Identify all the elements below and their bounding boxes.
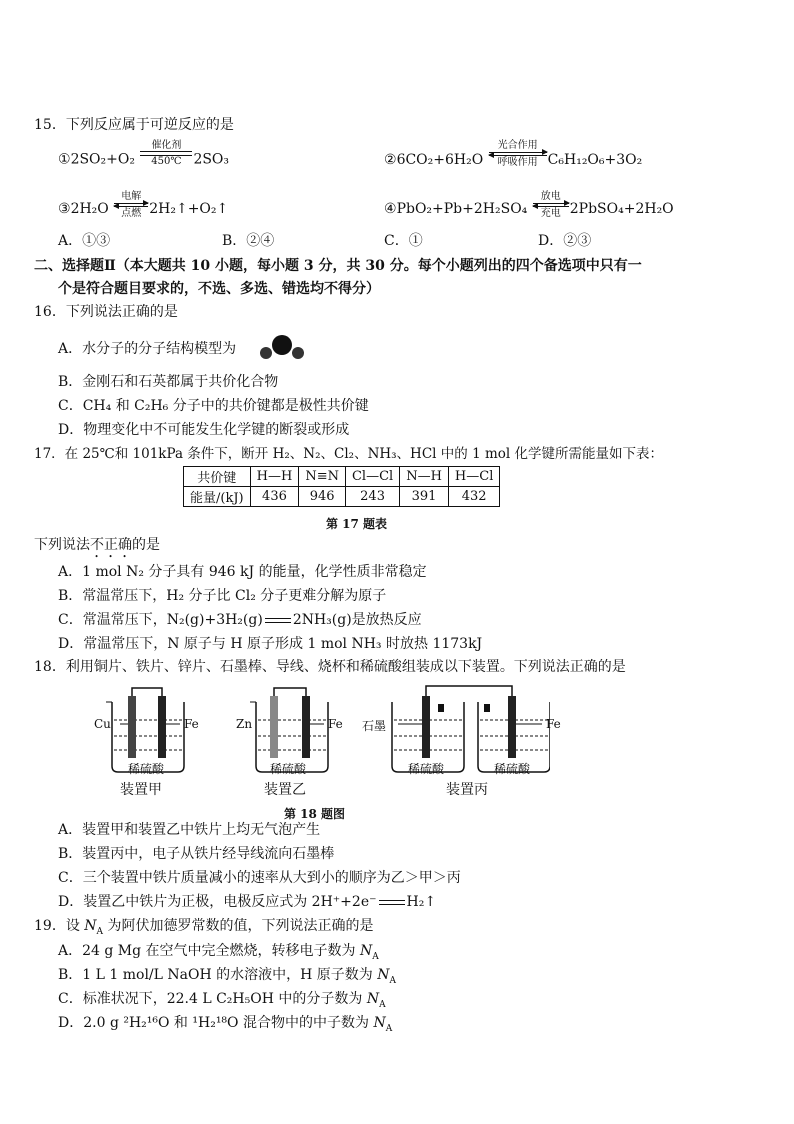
- avogadro-symbol: N: [84, 918, 97, 934]
- r2-right: C₆H₁₂O₆+3O₂: [547, 152, 643, 168]
- table-header-cell: 共价键: [184, 467, 251, 487]
- q17-prompt-pre: 下列说法: [34, 537, 90, 553]
- r4-left: PbO₂+Pb+2H₂SO₄: [396, 201, 528, 217]
- q17-prompt-post: 的是: [132, 537, 160, 553]
- label-fe-jia: Fe: [184, 717, 199, 731]
- q15-reaction-1: [58, 140, 230, 173]
- q17-option-a: A．1 mol N₂ 分子具有 946 kJ 的能量，化学性质非常稳定: [58, 564, 427, 580]
- table-cell: 946: [299, 487, 346, 507]
- q17-option-c-pre: C．常温常压下，N₂(g)+3H₂(g): [58, 612, 263, 628]
- q19-stem-post: 为阿伏加德罗常数的值，下列说法正确的是: [103, 918, 374, 934]
- table-cell: 432: [448, 487, 499, 507]
- table-cell: 436: [250, 487, 299, 507]
- label-cu: Cu: [94, 717, 111, 731]
- r3-left: 2H₂O: [70, 201, 109, 217]
- q19-stem: [34, 917, 373, 941]
- q15-option-a: A．①③: [58, 233, 111, 249]
- q19-option-a: [58, 942, 379, 966]
- avogadro-symbol: N: [373, 1015, 386, 1031]
- q15-reaction-3: [58, 191, 229, 223]
- q18-option-d: [58, 893, 436, 911]
- q17-prompt-emphasis: 不正确: [90, 537, 132, 553]
- r3-label: ③: [58, 201, 71, 217]
- q19-option-c-text: C．标准状况下，22.4 L C₂H₅OH 中的分子数为: [58, 991, 367, 1007]
- table-header-cell: N≡N: [299, 467, 346, 487]
- q19-option-d-text: D．2.0 g ²H₂¹⁶O 和 ¹H₂¹⁸O 混合物中的中子数为: [58, 1015, 374, 1031]
- r1-right: 2SO₃: [193, 151, 230, 168]
- r2-left: 6CO₂+6H₂O: [396, 152, 484, 168]
- r3-right: 2H₂↑+O₂↑: [149, 201, 229, 217]
- avogadro-symbol: N: [359, 943, 373, 959]
- q15-option-c: C．①: [384, 233, 423, 249]
- q19-option-b-text: B．1 L 1 mol/L NaOH 的水溶液中，H 原子数为: [58, 967, 378, 983]
- r4-arrow: [533, 191, 569, 219]
- r1-top: 催化剂: [151, 140, 182, 151]
- avogadro-subscript: A: [379, 999, 386, 1010]
- avogadro-subscript: A: [385, 1023, 393, 1034]
- q18-option-d-post: H₂↑: [406, 894, 437, 910]
- label-acid-jia: 稀硫酸: [128, 762, 165, 776]
- q18-stem: 18．利用铜片、铁片、锌片、石墨棒、导线、烧杯和稀硫酸组装成以下装置。下列说法正确的是: [34, 659, 626, 675]
- label-graphite: 石墨: [362, 719, 387, 733]
- table-header-cell: Cl—Cl: [345, 467, 399, 487]
- q18-option-b: B．装置丙中，电子从铁片经导线流向石墨棒: [58, 846, 335, 862]
- label-apparatus-bing: 装置丙: [446, 782, 488, 798]
- section2-line1: 二、选择题Ⅱ（本大题共 10 小题，每小题 3 分，共 30 分。每个小题列出的四个备选项中只有一: [34, 258, 642, 274]
- r1-arrow: [140, 140, 192, 167]
- r2-arrow: [489, 140, 547, 168]
- q17-prompt: [34, 536, 160, 561]
- q15-reaction-4: [384, 191, 674, 223]
- q17-option-b: B．常温常压下，H₂ 分子比 Cl₂ 分子更难分解为原子: [58, 588, 387, 604]
- label-fe-yi: Fe: [328, 717, 343, 731]
- r4-bottom: 充电: [540, 208, 561, 219]
- q17-stem: 17．在 25℃和 101kPa 条件下，断开 H₂、N₂、Cl₂、NH₃、HCl 中的 1 mol 化学键所需能量如下表：: [34, 446, 663, 462]
- table-row: [184, 487, 500, 507]
- q17-table-caption: 第 17 题表: [326, 517, 388, 531]
- r3-arrow: [114, 191, 148, 219]
- label-acid-yi: 稀硫酸: [270, 762, 307, 776]
- table-cell: 能量/(kJ): [184, 487, 251, 507]
- r4-label: ④: [384, 201, 397, 217]
- q18-option-c: C．三个装置中铁片质量减小的速率从大到小的顺序为乙＞甲＞丙: [58, 870, 461, 886]
- r1-left: 2SO₂+O₂: [70, 151, 135, 168]
- label-apparatus-jia: 装置甲: [120, 782, 162, 798]
- table-header-cell: N—H: [400, 467, 449, 487]
- q17-option-c: [58, 611, 422, 629]
- q16-option-b: B．金刚石和石英都属于共价化合物: [58, 374, 279, 390]
- table-cell: 391: [400, 487, 449, 507]
- q16-option-c: C．CH₄ 和 C₂H₆ 分子中的共价键都是极性共价键: [58, 398, 369, 414]
- q15-stem: 15．下列反应属于可逆反应的是: [34, 117, 234, 133]
- label-apparatus-yi: 装置乙: [264, 782, 306, 798]
- avogadro-symbol: N: [366, 991, 380, 1007]
- r2-top: 光合作用: [497, 140, 538, 151]
- q16-stem: 16．下列说法正确的是: [34, 304, 178, 320]
- r2-bottom: 呼吸作用: [497, 157, 538, 168]
- q15-reaction-2: [384, 140, 643, 174]
- table-cell: 243: [345, 487, 399, 507]
- r1-label: ①: [58, 151, 71, 168]
- equals-sign-icon: [265, 618, 291, 623]
- r2-label: ②: [384, 152, 397, 168]
- label-acid-bing-2: 稀硫酸: [494, 762, 531, 776]
- r4-top: 放电: [540, 191, 561, 202]
- q15-option-b: B．②④: [222, 233, 275, 249]
- label-acid-bing-1: 稀硫酸: [408, 762, 445, 776]
- avogadro-subscript: A: [96, 926, 104, 937]
- label-zn: Zn: [236, 717, 253, 731]
- q19-option-c: [58, 990, 386, 1014]
- q15-option-d: D．②③: [538, 233, 592, 249]
- q16-option-d: D．物理变化中不可能发生化学键的断裂或形成: [58, 422, 350, 438]
- r1-bottom: 450℃: [151, 156, 182, 167]
- bond-energy-table: [183, 466, 500, 507]
- table-header-cell: H—Cl: [448, 467, 499, 487]
- q19-stem-pre: 19．设: [34, 918, 85, 934]
- q19-option-d: [58, 1014, 392, 1038]
- q18-option-a: A．装置甲和装置乙中铁片上均无气泡产生: [58, 822, 321, 838]
- q17-option-d: D．常温常压下，N 原子与 H 原子形成 1 mol NH₃ 时放热 1173kJ: [58, 636, 483, 652]
- section2-line2: 个是符合题目要求的，不选、多选、错选均不得分）: [58, 281, 380, 297]
- r3-bottom: 点燃: [121, 208, 142, 219]
- q19-option-b: [58, 966, 396, 990]
- table-header-cell: H—H: [250, 467, 299, 487]
- r3-top: 电解: [121, 191, 142, 202]
- table-row: [184, 467, 500, 487]
- q17-option-c-post: 2NH₃(g)是放热反应: [292, 612, 422, 628]
- avogadro-symbol: N: [377, 967, 390, 983]
- q19-option-a-text: A．24 g Mg 在空气中完全燃烧，转移电子数为: [58, 943, 360, 959]
- r4-right: 2PbSO₄+2H₂O: [569, 201, 674, 217]
- avogadro-subscript: A: [389, 975, 396, 986]
- water-molecule-icon: [256, 334, 308, 364]
- q16-option-a-text: A．水分子的分子结构模型为: [58, 341, 237, 357]
- label-fe-bing: Fe: [546, 717, 561, 731]
- q18-option-d-pre: D．装置乙中铁片为正极，电极反应式为 2H⁺+2e⁻: [58, 894, 377, 910]
- q16-option-a: [58, 340, 236, 358]
- q18-figure-caption: 第 18 题图: [284, 807, 346, 821]
- avogadro-subscript: A: [372, 951, 379, 962]
- equals-sign-icon: [379, 900, 405, 905]
